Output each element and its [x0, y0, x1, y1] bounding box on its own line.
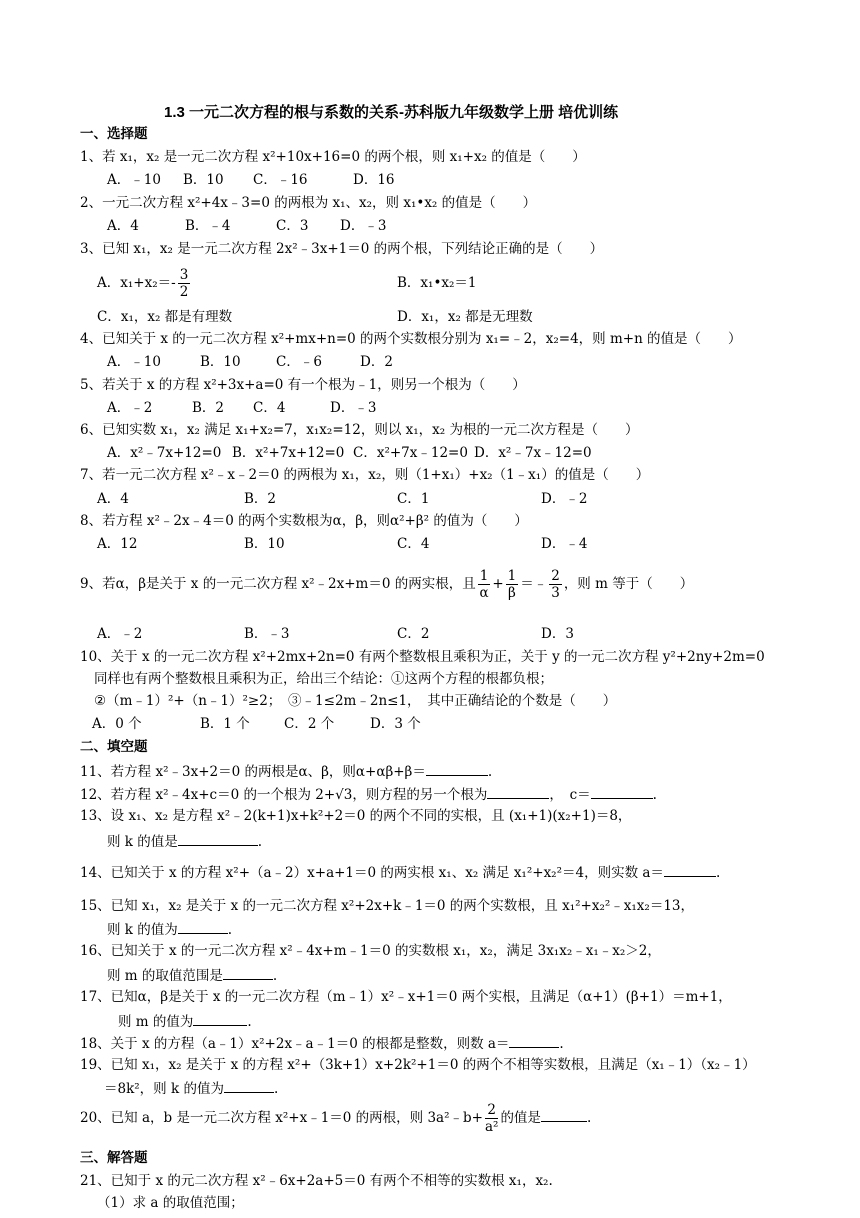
q5-option-d: D．﹣3 — [330, 400, 377, 416]
question-20 — [80, 1101, 591, 1135]
q20-text-end: 的值是 — [500, 1110, 541, 1126]
fraction-denominator: α — [479, 585, 489, 601]
q17-period: . — [247, 1014, 252, 1030]
q3-option-c: C．x₁，x₂ 都是有理数 — [97, 309, 233, 325]
answer-blank — [509, 1033, 559, 1048]
q7-option-b: B．2 — [244, 491, 277, 507]
q19-text: ＝8k²，则 k 的值为 — [104, 1081, 224, 1097]
question-10-line-1: 10、关于 x 的一元二次方程 x²+2mx+2n=0 有两个整数根且乘积为正，关于 y 的一元二次方程 y²+2ny+2m=0 — [80, 649, 765, 665]
question-1: 1、若 x₁，x₂ 是一元二次方程 x²+10x+16=0 的两个根，则 x₁+x₂ 的值是（ ） — [80, 149, 586, 165]
fraction-numerator: 2 — [551, 568, 560, 584]
q1-option-c: C．﹣16 — [253, 172, 308, 188]
question-15-line-2 — [107, 919, 232, 939]
q19-period: . — [273, 1081, 279, 1097]
q4-option-b: B．10 — [200, 354, 241, 370]
answer-blank — [487, 784, 549, 799]
question-7: 7、若一元二次方程 x²﹣x﹣2＝0 的两根为 x₁，x₂，则（1+x₁）+x₂（1﹣x₁）的值是（ ） — [80, 467, 650, 483]
answer-blank — [224, 1078, 274, 1093]
q20-period: . — [586, 1110, 592, 1126]
fraction-denominator: 3 — [551, 585, 560, 601]
fraction-numerator: 2 — [485, 1102, 498, 1119]
q13-period: . — [257, 834, 263, 850]
q20-text-start: 20、已知 a，b 是一元二次方程 x²+x﹣1＝0 的两根，则 3a²﹣b+ — [80, 1110, 483, 1126]
q6-option-a: A．x²﹣7x+12=0 — [107, 445, 222, 461]
fraction-denominator: 2 — [179, 284, 189, 300]
question-19-line-1: 19、已知 x₁，x₂ 是关于 x 的方程 x²+（3k+1）x+2k²+1＝0 的两个不相等实数根，且满足（x₁﹣1）（x₂﹣1） — [80, 1057, 756, 1073]
q13-text: 则 k 的值是 — [107, 834, 178, 850]
q18-period: . — [559, 1036, 564, 1052]
q12-text: 12、若方程 x²﹣4x+c＝0 的一个根为 2+√3，则方程的另一个根为 — [80, 787, 488, 803]
q15-period: . — [227, 922, 233, 938]
question-8: 8、若方程 x²﹣2x﹣4＝0 的两个实数根为α，β，则α²+β² 的值为（ ） — [80, 513, 528, 529]
q14-period: . — [715, 865, 721, 881]
q2-option-b: B．﹣4 — [185, 218, 231, 234]
fraction-denominator: a² — [484, 1119, 499, 1135]
section-heading-solve: 三、解答题 — [80, 1150, 148, 1165]
equals-sign: ＝﹣ — [520, 576, 548, 592]
q5-option-c: C．4 — [253, 400, 286, 416]
answer-blank — [426, 761, 488, 776]
question-2: 2、一元二次方程 x²+4x﹣3=0 的两根为 x₁、x₂，则 x₁•x₂ 的值是（ ） — [80, 195, 537, 211]
fraction-denominator: β — [508, 585, 516, 601]
fraction — [506, 568, 519, 601]
q8-option-d: D．﹣4 — [541, 536, 588, 552]
q2-option-c: C．3 — [276, 218, 309, 234]
fraction — [549, 568, 562, 601]
q6-option-c: C．x²+7x﹣12=0 — [353, 445, 468, 461]
page-title: 1.3 一元二次方程的根与系数的关系-苏科版九年级数学上册 培优训练 — [164, 104, 619, 121]
answer-blank — [591, 784, 653, 799]
answer-blank — [178, 919, 228, 934]
q9-text-start: 9、若α，β是关于 x 的一元二次方程 x²﹣2x+m＝0 的两实根，且 — [80, 576, 476, 592]
q2-option-d: D．﹣3 — [340, 218, 387, 234]
question-18 — [80, 1033, 564, 1053]
question-15-line-1: 15、已知 x₁，x₂ 是关于 x 的一元二次方程 x²+2x+k﹣1＝0 的两个实数根，且 x₁²+x₂²﹣x₁x₂＝13， — [80, 898, 695, 914]
q7-option-a: A．4 — [97, 491, 129, 507]
q15-text: 则 k 的值为 — [107, 922, 178, 938]
q9-option-a: A．﹣2 — [97, 626, 143, 642]
q7-option-c: C．1 — [397, 491, 430, 507]
q10-option-a: A．0 个 — [92, 716, 142, 732]
question-9 — [80, 567, 693, 601]
q1-option-d: D．16 — [353, 172, 395, 188]
question-13-line-1: 13、设 x₁、x₂ 是方程 x²﹣2(k+1)x+k²+2＝0 的两个不同的实根，且 (x₁+1)(x₂+1)＝8， — [80, 808, 632, 824]
question-21-line-2: （1）求 a 的取值范围； — [97, 1195, 244, 1211]
q6-option-d: D．x²﹣7x﹣12=0 — [474, 445, 592, 461]
q12-mid: ， c＝ — [549, 787, 591, 803]
q8-option-b: B．10 — [244, 536, 285, 552]
question-11 — [80, 761, 492, 781]
question-6: 6、已知实数 x₁，x₂ 满足 x₁+x₂=7，x₁x₂=12，则以 x₁，x₂ 为根的一元二次方程是（ ） — [80, 422, 639, 438]
q8-option-a: A．12 — [97, 536, 138, 552]
question-14 — [80, 862, 720, 882]
q8-option-c: C．4 — [397, 536, 430, 552]
q4-option-c: C．﹣6 — [276, 354, 322, 370]
q18-text: 18、关于 x 的方程（a﹣1）x²+2x﹣a﹣1＝0 的根都是整数，则数 a＝ — [80, 1036, 510, 1052]
q12-period: . — [652, 787, 657, 803]
question-4: 4、已知关于 x 的一元二次方程 x²+mx+n=0 的两个实数根分别为 x₁=﹣2，x₂=4，则 m+n 的值是（ ） — [80, 331, 742, 347]
q11-period: . — [487, 764, 493, 780]
q10-option-d: D．3 个 — [370, 716, 421, 732]
section-heading-choice: 一、选择题 — [80, 126, 148, 141]
q5-option-b: B．2 — [192, 400, 225, 416]
question-10-line-2: 同样也有两个整数根且乘积为正，给出三个结论：①这两个方程的根都负根； — [94, 671, 553, 687]
q9-text-end: ，则 m 等于（ ） — [563, 576, 694, 592]
answer-blank — [223, 965, 273, 980]
fraction — [478, 568, 491, 601]
section-heading-fill: 二、填空题 — [80, 739, 148, 754]
question-12 — [80, 784, 657, 804]
q1-option-b: B．10 — [183, 172, 224, 188]
q3-option-b: B．x₁•x₂＝1 — [397, 275, 477, 291]
fraction — [178, 267, 191, 300]
q11-text: 11、若方程 x²﹣3x+2＝0 的两根是α、β，则α+αβ+β＝ — [80, 764, 426, 780]
q4-option-a: A．﹣10 — [107, 354, 161, 370]
q17-text: 则 m 的值为 — [118, 1014, 194, 1030]
question-21-line-1: 21、已知于 x 的元二次方程 x²﹣6x+2a+5＝0 有两个不相等的实数根 x₁，x₂. — [80, 1173, 553, 1189]
answer-blank — [541, 1107, 587, 1122]
question-5: 5、若关于 x 的方程 x²+3x+a=0 有一个根为﹣1，则另一个根为（ ） — [80, 377, 526, 393]
question-3: 3、已知 x₁，x₂ 是一元二次方程 2x²﹣3x+1＝0 的两个根，下列结论正确的是（ ） — [80, 241, 604, 257]
question-10-line-3: ②（m﹣1）²+（n﹣1）²≥2； ③﹣1≤2m﹣2n≤1， 其中正确结论的个数是（ ） — [94, 693, 617, 709]
q9-option-c: C．2 — [397, 626, 430, 642]
q4-option-d: D．2 — [360, 354, 393, 370]
q9-option-b: B．﹣3 — [244, 626, 290, 642]
q5-option-a: A．﹣2 — [107, 400, 153, 416]
question-16-line-2 — [107, 965, 277, 985]
plus-sign: + — [492, 576, 504, 592]
q2-option-a: A．4 — [107, 218, 139, 234]
answer-blank — [178, 831, 258, 846]
q3-option-d: D．x₁，x₂ 都是无理数 — [397, 309, 533, 325]
q3-option-a-text: A．x₁+x₂＝- — [97, 275, 176, 291]
fraction-numerator: 1 — [507, 568, 517, 584]
fraction-numerator: 1 — [479, 568, 489, 584]
q3-option-a — [97, 266, 192, 300]
q1-option-a: A．﹣10 — [107, 172, 161, 188]
q16-period: . — [272, 968, 278, 984]
fraction — [485, 1102, 498, 1135]
q6-option-b: B．x²+7x+12=0 — [232, 445, 345, 461]
q9-option-d: D．3 — [541, 626, 574, 642]
question-17-line-1: 17、已知α，β是关于 x 的一元二次方程（m﹣1）x²﹣x+1＝0 两个实根，且满足（α+1）(β+1）＝m+1， — [80, 989, 732, 1005]
question-13-line-2 — [107, 831, 262, 851]
question-16-line-1: 16、已知关于 x 的一元二次方程 x²﹣4x+m﹣1＝0 的实数根 x₁，x₂，满足 3x₁x₂﹣x₁﹣x₂＞2， — [80, 943, 661, 959]
question-19-line-2 — [104, 1078, 278, 1098]
q7-option-d: D．﹣2 — [541, 491, 588, 507]
q14-text: 14、已知关于 x 的方程 x²+（a﹣2）x+a+1＝0 的两实根 x₁、x₂ 满足 x₁²+x₂²＝4，则实数 a＝ — [80, 865, 664, 881]
q10-option-b: B．1 个 — [200, 716, 250, 732]
answer-blank — [664, 862, 716, 877]
q10-option-c: C．2 个 — [284, 716, 335, 732]
answer-blank — [193, 1011, 247, 1026]
fraction-numerator: 3 — [179, 267, 189, 283]
question-17-line-2 — [118, 1011, 252, 1031]
q16-text: 则 m 的取值范围是 — [107, 968, 223, 984]
